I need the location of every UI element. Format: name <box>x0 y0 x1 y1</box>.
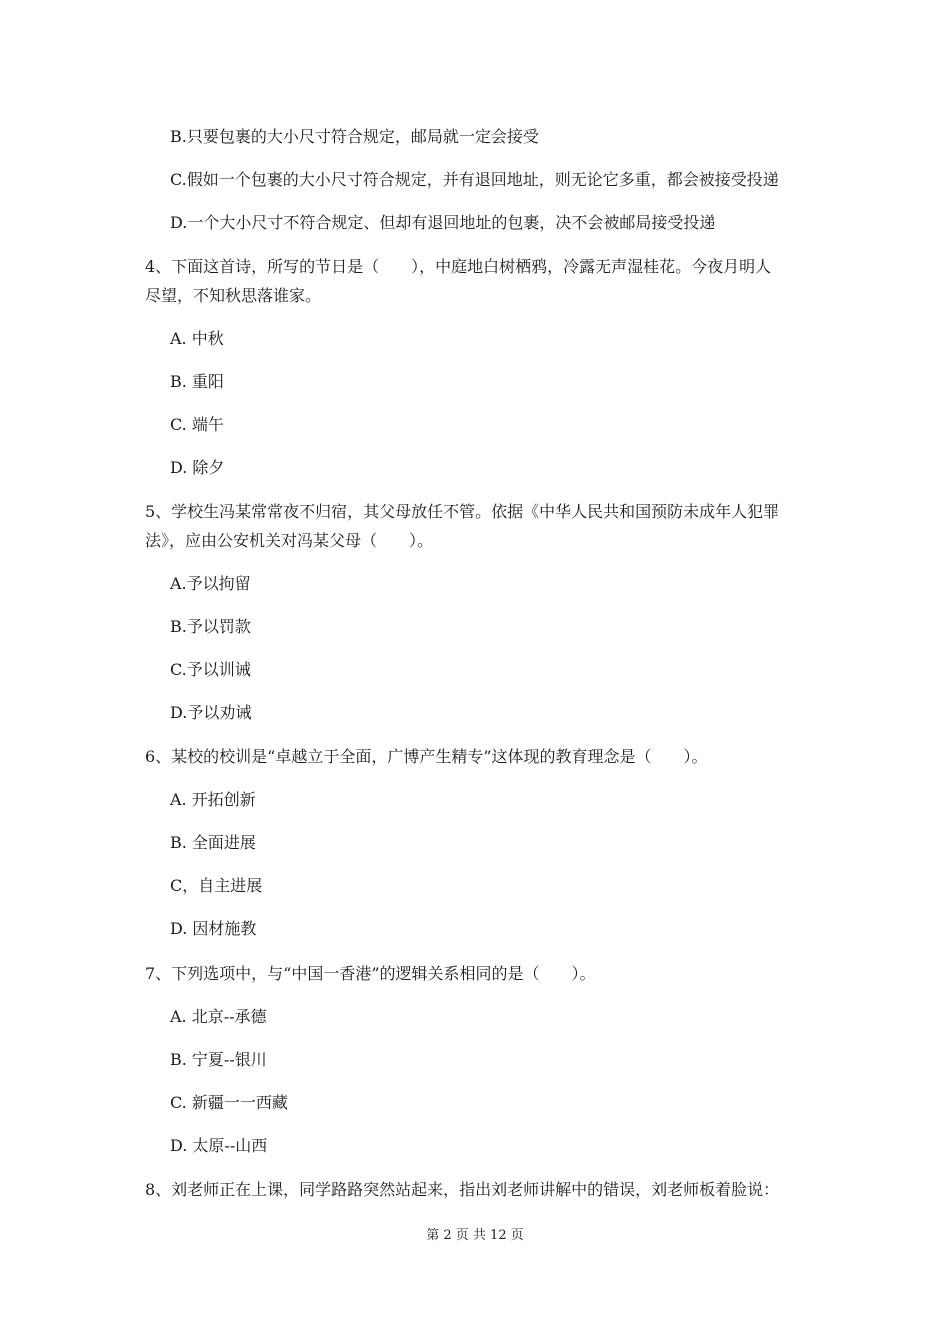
q5-option-a: A.予以拘留 <box>170 574 251 593</box>
q5-option-d: D.予以劝诫 <box>170 703 252 722</box>
q4-option-a: A. 中秋 <box>170 329 224 348</box>
q5-stem-line-1: 5、学校生冯某常常夜不归宿，其父母放任不管。依据《中华人民共和国预防未成年人犯罪 <box>145 502 780 521</box>
q6-option-d: D. 因材施教 <box>170 919 257 938</box>
q8-stem: 8、刘老师正在上课，同学路路突然站起来，指出刘老师讲解中的错误，刘老师板着脸说： <box>145 1180 780 1199</box>
q7-option-b: B. 宁夏--银川 <box>170 1050 267 1069</box>
q4-stem-line-2: 尽望，不知秋思落谁家。 <box>145 286 322 305</box>
q6-option-c: C，自主进展 <box>170 876 263 895</box>
q6-option-b: B. 全面进展 <box>170 833 256 852</box>
q4-option-b: B. 重阳 <box>170 372 224 391</box>
q6-option-a: A. 开拓创新 <box>170 790 256 809</box>
q4-stem-line-1: 4、下面这首诗，所写的节日是（ ），中庭地白树栖鸦，冷露无声湿桂花。今夜月明人 <box>145 257 772 276</box>
q7-option-a: A. 北京--承德 <box>170 1007 267 1026</box>
q6-stem: 6、某校的校训是“卓越立于全面，广博产生精专”这体现的教育理念是（ ）。 <box>145 747 708 766</box>
q7-option-c: C. 新疆一一西藏 <box>170 1093 288 1112</box>
q3-option-d: D.一个大小尺寸不符合规定、但却有退回地址的包裹，决不会被邮局接受投递 <box>170 213 716 232</box>
q4-option-d: D. 除夕 <box>170 458 225 477</box>
page-footer: 第 2 页 共 12 页 <box>426 1228 524 1243</box>
q5-option-c: C.予以训诫 <box>170 660 251 679</box>
q5-stem-line-2: 法》，应由公安机关对冯某父母（ ）。 <box>145 531 434 550</box>
q3-option-c: C.假如一个包裹的大小尺寸符合规定，并有退回地址，则无论它多重，都会被接受投递 <box>170 170 779 189</box>
q7-stem: 7、下列选项中，与“中国一香港”的逻辑关系相同的是（ ）。 <box>145 964 596 983</box>
q7-option-d: D. 太原--山西 <box>170 1136 268 1155</box>
q5-option-b: B.予以罚款 <box>170 617 251 636</box>
q3-option-b: B.只要包裹的大小尺寸符合规定，邮局就一定会接受 <box>170 127 539 146</box>
q4-option-c: C. 端午 <box>170 415 224 434</box>
